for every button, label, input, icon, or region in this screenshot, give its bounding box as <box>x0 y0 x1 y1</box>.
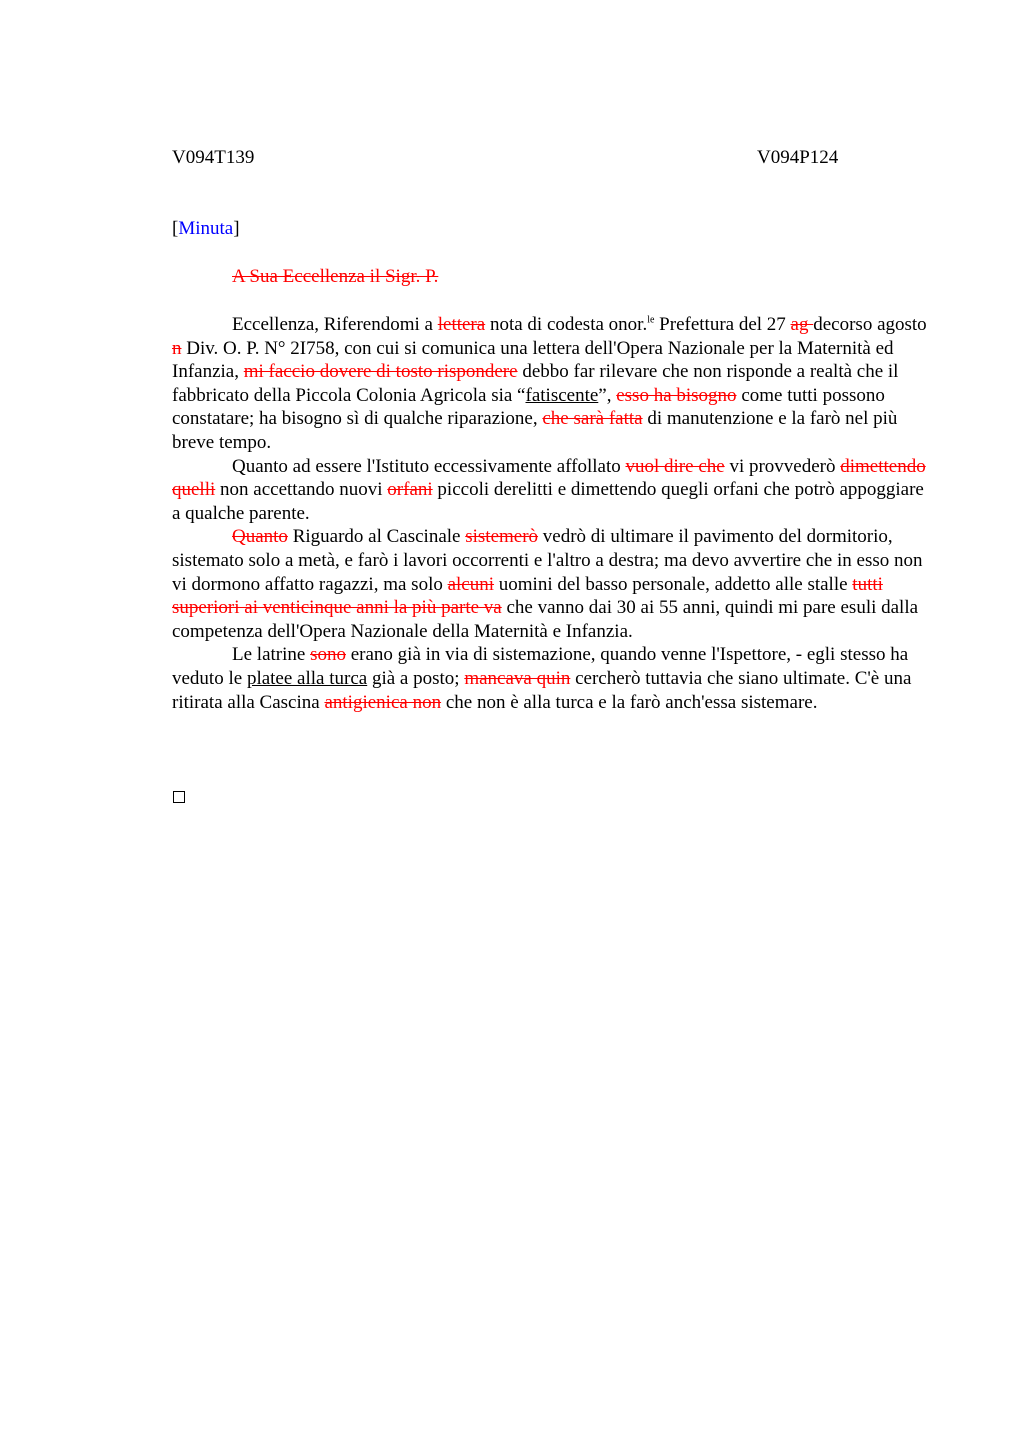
text-run: già a posto; <box>367 667 465 689</box>
deleted-text: n <box>172 337 182 359</box>
text-run: Eccellenza, Riferendomi a <box>232 314 438 335</box>
document-code-left: V094T139 <box>172 147 255 168</box>
deleted-text: che sarà fatta <box>542 408 643 430</box>
deleted-text: mi faccio dovere di tosto rispondere <box>243 361 518 383</box>
text-run: non accettando nuovi <box>215 479 388 501</box>
paragraph-3 <box>172 525 934 643</box>
text-run: vedrò di ultimare il pavimento del dormitorio, sistemato solo a metà, e farò i lavori occorrenti e l'altro a destra; ma devo avvertire che in esso non vi dormono affatto ragazzi, ma solo <box>172 526 923 595</box>
empty-square-icon <box>173 791 185 803</box>
bracket-open: [ <box>172 218 179 239</box>
text-run: Quanto ad essere l'Istituto eccessivamente affollato <box>232 455 626 477</box>
deleted-salutation: A Sua Eccellenza il Sigr. P. <box>232 266 439 287</box>
deleted-text: Quanto <box>232 526 288 548</box>
text-run: di manutenzione e la farò nel più breve tempo. <box>172 408 898 453</box>
text-run: Div. O. P. N° 2I758, con cui si comunica una lettera dell'Opera Nazionale per la Maternità ed Infanzia, <box>172 337 894 383</box>
minuta-label <box>172 217 240 241</box>
text-run: che non è alla turca e la farò anch'essa sistemare. <box>441 691 818 713</box>
deleted-text: tutti superiori ai venticinque anni la più parte va <box>172 573 883 619</box>
paragraph-1 <box>172 313 934 455</box>
deleted-text: alcuni <box>447 573 495 595</box>
letter-body <box>172 313 934 714</box>
deleted-text: orfani <box>387 479 433 501</box>
text-run: nota di codesta onor. <box>485 314 648 335</box>
underlined-text: fatiscente <box>525 384 599 406</box>
text-run: Riguardo al Cascinale <box>287 526 466 548</box>
paragraph-4 <box>172 643 934 714</box>
bracket-close: ] <box>233 218 240 239</box>
text-run: ”, <box>598 384 617 406</box>
text-run: come tutti possono constatare; ha bisogno sì di qualche riparazione, <box>172 384 885 430</box>
text-run: decorso agosto <box>813 314 927 335</box>
minuta-text: Minuta <box>178 218 234 239</box>
deleted-text: antigienica non <box>324 691 442 713</box>
deleted-text: esso ha bisogno <box>616 384 737 406</box>
text-run: Le latrine <box>232 644 311 666</box>
text-run: cercherò tuttavia che siano ultimate. C'è una ritirata alla Cascina <box>172 667 912 713</box>
deleted-text: dimettendo quelli <box>172 455 926 501</box>
text-run: erano già in via di sistemazione, quando venne l'Ispettore, - egli stesso ha veduto le <box>172 644 909 689</box>
text-run: Prefettura del 27 <box>654 314 791 335</box>
text-run: uomini del basso personale, addetto alle stalle <box>494 573 853 595</box>
underlined-text: platee alla turca <box>246 667 368 689</box>
document-code-right: V094P124 <box>757 147 839 168</box>
deleted-text: vuol dire che <box>625 455 725 477</box>
deleted-text: sistemerò <box>465 526 539 548</box>
superscript-text: le <box>647 314 655 326</box>
text-run: vi provvederò <box>724 455 841 477</box>
deleted-text: mancava quin <box>464 667 571 689</box>
paragraph-2 <box>172 455 934 526</box>
deleted-text: sono <box>310 644 346 666</box>
text-run: piccoli derelitti e dimettendo quegli orfani che potrò appoggiare a qualche parente. <box>172 479 924 524</box>
text-run: debbo far rilevare che non risponde a realtà che il fabbricato della Piccola Colonia Agricola sia “ <box>172 361 899 406</box>
deleted-text: lettera <box>437 314 486 335</box>
text-run: che vanno dai 30 ai 55 anni, quindi mi pare esuli dalla competenza dell'Opera Nazionale della Maternità e Infanzia. <box>172 597 919 642</box>
deleted-text: ag <box>790 314 814 335</box>
